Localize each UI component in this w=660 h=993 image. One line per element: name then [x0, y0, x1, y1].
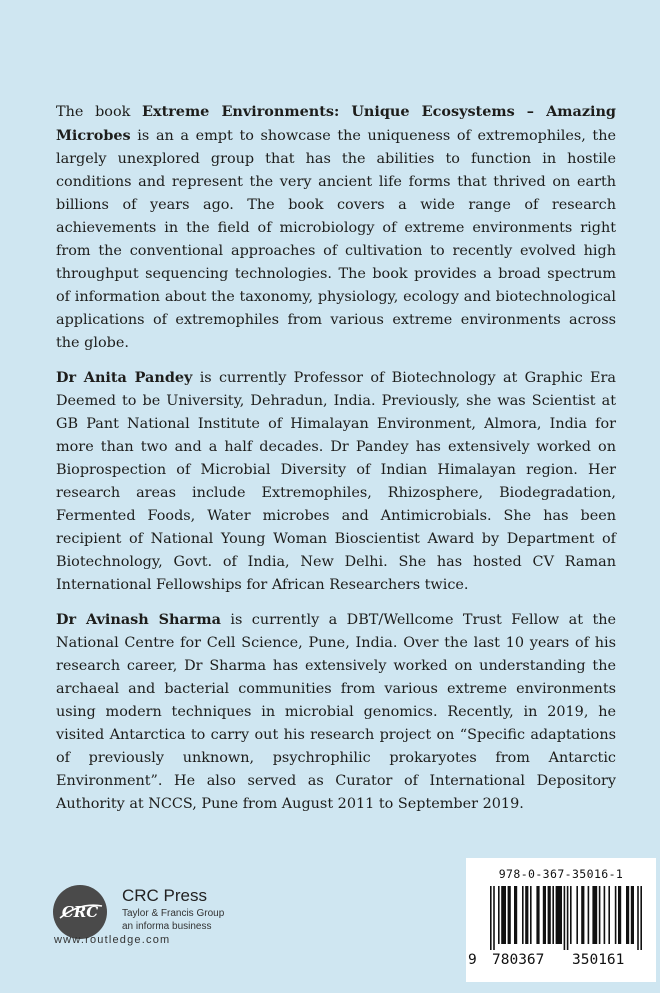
barcode-bar: [631, 886, 634, 944]
publisher-business: an informa business: [122, 921, 212, 932]
barcode-bar: [618, 886, 621, 944]
back-cover-text: [56, 100, 616, 827]
barcode-bar: [501, 886, 506, 944]
book-description: [56, 100, 616, 355]
publisher-name: CRC Press: [122, 886, 208, 905]
barcode-lead-digit: 9: [468, 952, 477, 968]
author-name: Dr Avinash Sharma: [56, 611, 221, 628]
publisher-url[interactable]: www.routledge.com: [54, 934, 171, 946]
logo-text: CRC: [61, 903, 99, 921]
barcode-bar: [576, 886, 578, 944]
barcode-bars: [476, 886, 648, 952]
author-bio-text: is currently a DBT/Wellcome Trust Fellow at the National Centre for Cell Science, Pune, India. Over the last 10 years of his research career, Dr Sharma has extensively worked on understanding the archaeal and bacterial communities from various extreme environments using modern techniques in microbial genomics. Recently, in 2019, he visited Antarctica to carry out his research project on “Specific adaptations of previously unknown, psychrophilic prokaryotes from Antarctic Environment”. He also served as Curator of International Depository Authority at NCCS, Pune from August 2011 to September 2019.: [56, 612, 617, 812]
barcode-bar: [493, 886, 495, 950]
barcode-bar: [556, 886, 562, 944]
barcode-bar: [588, 886, 590, 944]
barcode-bar: [567, 886, 569, 950]
barcode-bar: [608, 886, 610, 944]
barcode-digits-left: 780367: [492, 952, 545, 968]
description-body: is an a empt to showcase the uniqueness of extremophiles, the largely unexplored group that has the abilities to function in hostile conditions and represent the very ancient life forms that thrived on earth billions of years ago. The book covers a wide range of research achievements in the field of microbiology of extreme environments right from the conventional approaches of cultivation to recently evolved high throughput sequencing technologies. The book provides a broad spectrum of information about the taxonomy, physiology, ecology and biotechnological applications of extremophiles from various extreme environments across the globe.: [56, 128, 616, 351]
author-bio-text: is currently Professor of Biotechnology at Graphic Era Deemed to be University, Dehradun, India. Previously, she was Scientist at GB Pant National Institute of Himalayan Environment, Almora, India for more than two and a half decades. Dr Pandey has extensively worked on Bioprospection of Microbial Diversity of Indian Himalayan region. Her research areas include Extremophiles, Rhizosphere, Biodegradation, Fermented Foods, Water microbes and Antimicrobials. She has been recipient of National Young Woman Bioscientist Award by Department of Biotechnology, Govt. of India, New Delhi. She has hosted CV Raman International Fellowships for African Researchers twice.: [56, 370, 616, 593]
barcode-bar: [564, 886, 566, 950]
book-title: Extreme Environments: Unique Ecosystems – Amazing Microbes: [56, 103, 616, 144]
barcode-bar: [490, 886, 492, 950]
crc-press-logo-icon: [52, 884, 108, 940]
barcode-bar: [530, 886, 532, 944]
barcode-bar: [525, 886, 528, 944]
publisher-block: [52, 884, 252, 974]
barcode-bar: [548, 886, 551, 944]
isbn-barcode: [466, 858, 656, 982]
barcode-bar: [552, 886, 554, 944]
author-name: Dr Anita Pandey: [56, 369, 193, 386]
barcode-bar: [640, 886, 642, 950]
barcode-bar: [592, 886, 597, 944]
barcode-bar: [570, 886, 572, 944]
barcode-bar: [581, 886, 584, 944]
barcode-bar: [599, 886, 601, 944]
barcode-bar: [637, 886, 639, 950]
barcode-bar: [508, 886, 511, 944]
barcode-bar: [536, 886, 539, 944]
author-bio-sharma: [56, 608, 616, 816]
barcode-bar: [604, 886, 606, 944]
barcode-bar: [615, 886, 617, 944]
publisher-group: Taylor & Francis Group: [122, 908, 225, 919]
description-intro: The book: [56, 104, 143, 120]
barcode-digits-right: 350161: [572, 952, 625, 968]
author-bio-pandey: [56, 366, 616, 597]
barcode-bar: [543, 886, 546, 944]
barcode-bar: [498, 886, 500, 944]
barcode-bar: [522, 886, 524, 944]
barcode-bar: [514, 886, 517, 944]
barcode-bar: [626, 886, 629, 944]
isbn-number: 978-0-367-35016-1: [498, 867, 624, 881]
